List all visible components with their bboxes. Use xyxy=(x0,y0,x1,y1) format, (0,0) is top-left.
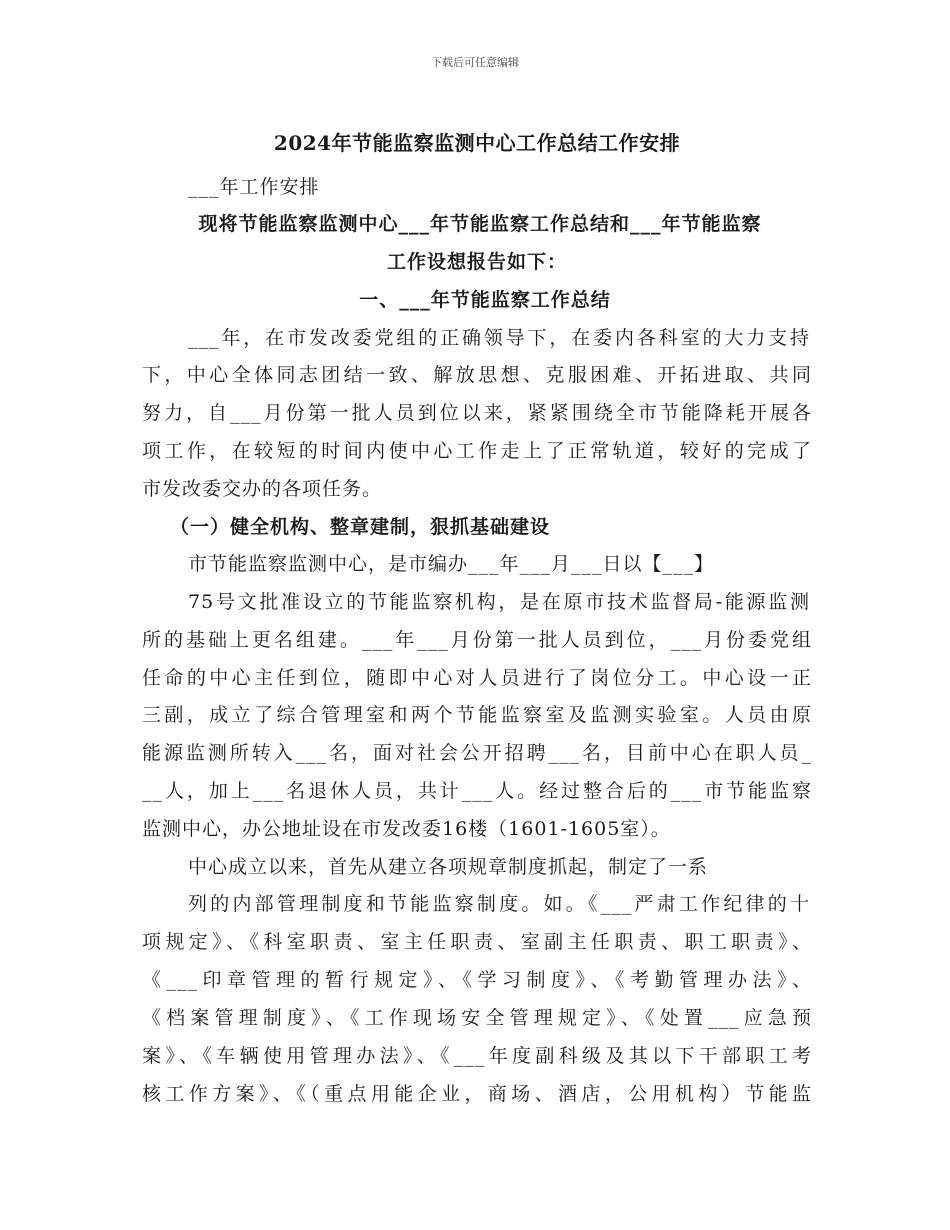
section-heading: 一、___年节能监察工作总结 xyxy=(359,289,611,311)
header-note: 下载后可任意编辑 xyxy=(431,56,519,69)
paragraph-line: 案》、《车辆使用管理办法》、《___年度副科级及其以下干部职工考 xyxy=(142,1045,812,1067)
document-title: 2024年节能监察监测中心工作总结工作安排 xyxy=(273,131,681,155)
paragraph-line: 列的内部管理制度和节能监察制度。如。《___严肃工作纪律的十 xyxy=(188,893,810,915)
paragraph-line: 《___印章管理的暂行规定》、《学习制度》、《考勤管理办法》、 xyxy=(142,969,812,991)
paragraph-line: 下，中心全体同志团结一致、解放思想、克服困难、开拓进取、共同 xyxy=(142,364,812,386)
paragraph-line: 市节能监察监测中心，是市编办___年___月___日以【___】 xyxy=(188,553,715,575)
paragraph-line: __人，加上___名退休人员，共计___人。经过整合后的___市节能监察 xyxy=(142,780,812,802)
paragraph-line: 项工作，在较短的时间内使中心工作走上了正常轨道，较好的完成了 xyxy=(142,440,812,462)
paragraph-line: 所的基础上更名组建。___年___月份第一批人员到位，___月份委党组 xyxy=(142,629,812,651)
paragraph-line: 监测中心，办公地址设在市发改委16楼（1601-1605室）。 xyxy=(142,818,671,840)
paragraph-line: ___年工作安排 xyxy=(188,176,320,198)
paragraph-line: ___年，在市发改委党组的正确领导下，在委内各科室的大力支持 xyxy=(188,327,810,349)
paragraph-line: 《档案管理制度》、《工作现场安全管理规定》、《处置___应急预 xyxy=(142,1007,812,1029)
paragraph-line: 三副，成立了综合管理室和两个节能监察室及监测实验室。人员由原 xyxy=(142,704,812,726)
paragraph-line: 市发改委交办的各项任务。 xyxy=(142,478,383,500)
paragraph-line: 项规定》、《科室职责、室主任职责、室副主任职责、职工职责》、 xyxy=(142,931,812,953)
heading-line: 现将节能监察监测中心___年节能监察工作总结和___年节能监察 xyxy=(198,213,762,235)
paragraph-line: 中心成立以来，首先从建立各项规章制度抓起，制定了一系 xyxy=(188,856,709,878)
paragraph-line: 能源监测所转入___名，面对社会公开招聘___名，目前中心在职人员_ xyxy=(142,742,812,764)
subsection-heading: （一）健全机构、整章建制，狠抓基础建设 xyxy=(170,516,551,538)
paragraph-line: 核工作方案》、《（重点用能企业，商场、酒店，公用机构）节能监 xyxy=(142,1083,812,1105)
paragraph-line: 75号文批准设立的节能监察机构，是在原市技术监督局-能源监测 xyxy=(188,591,810,613)
heading-line: 工作设想报告如下： xyxy=(386,251,567,273)
paragraph-line: 任命的中心主任到位，随即中心对人员进行了岗位分工。中心设一正 xyxy=(142,667,812,689)
paragraph-line: 努力，自___月份第一批人员到位以来，紧紧围绕全市节能降耗开展各 xyxy=(142,402,812,424)
